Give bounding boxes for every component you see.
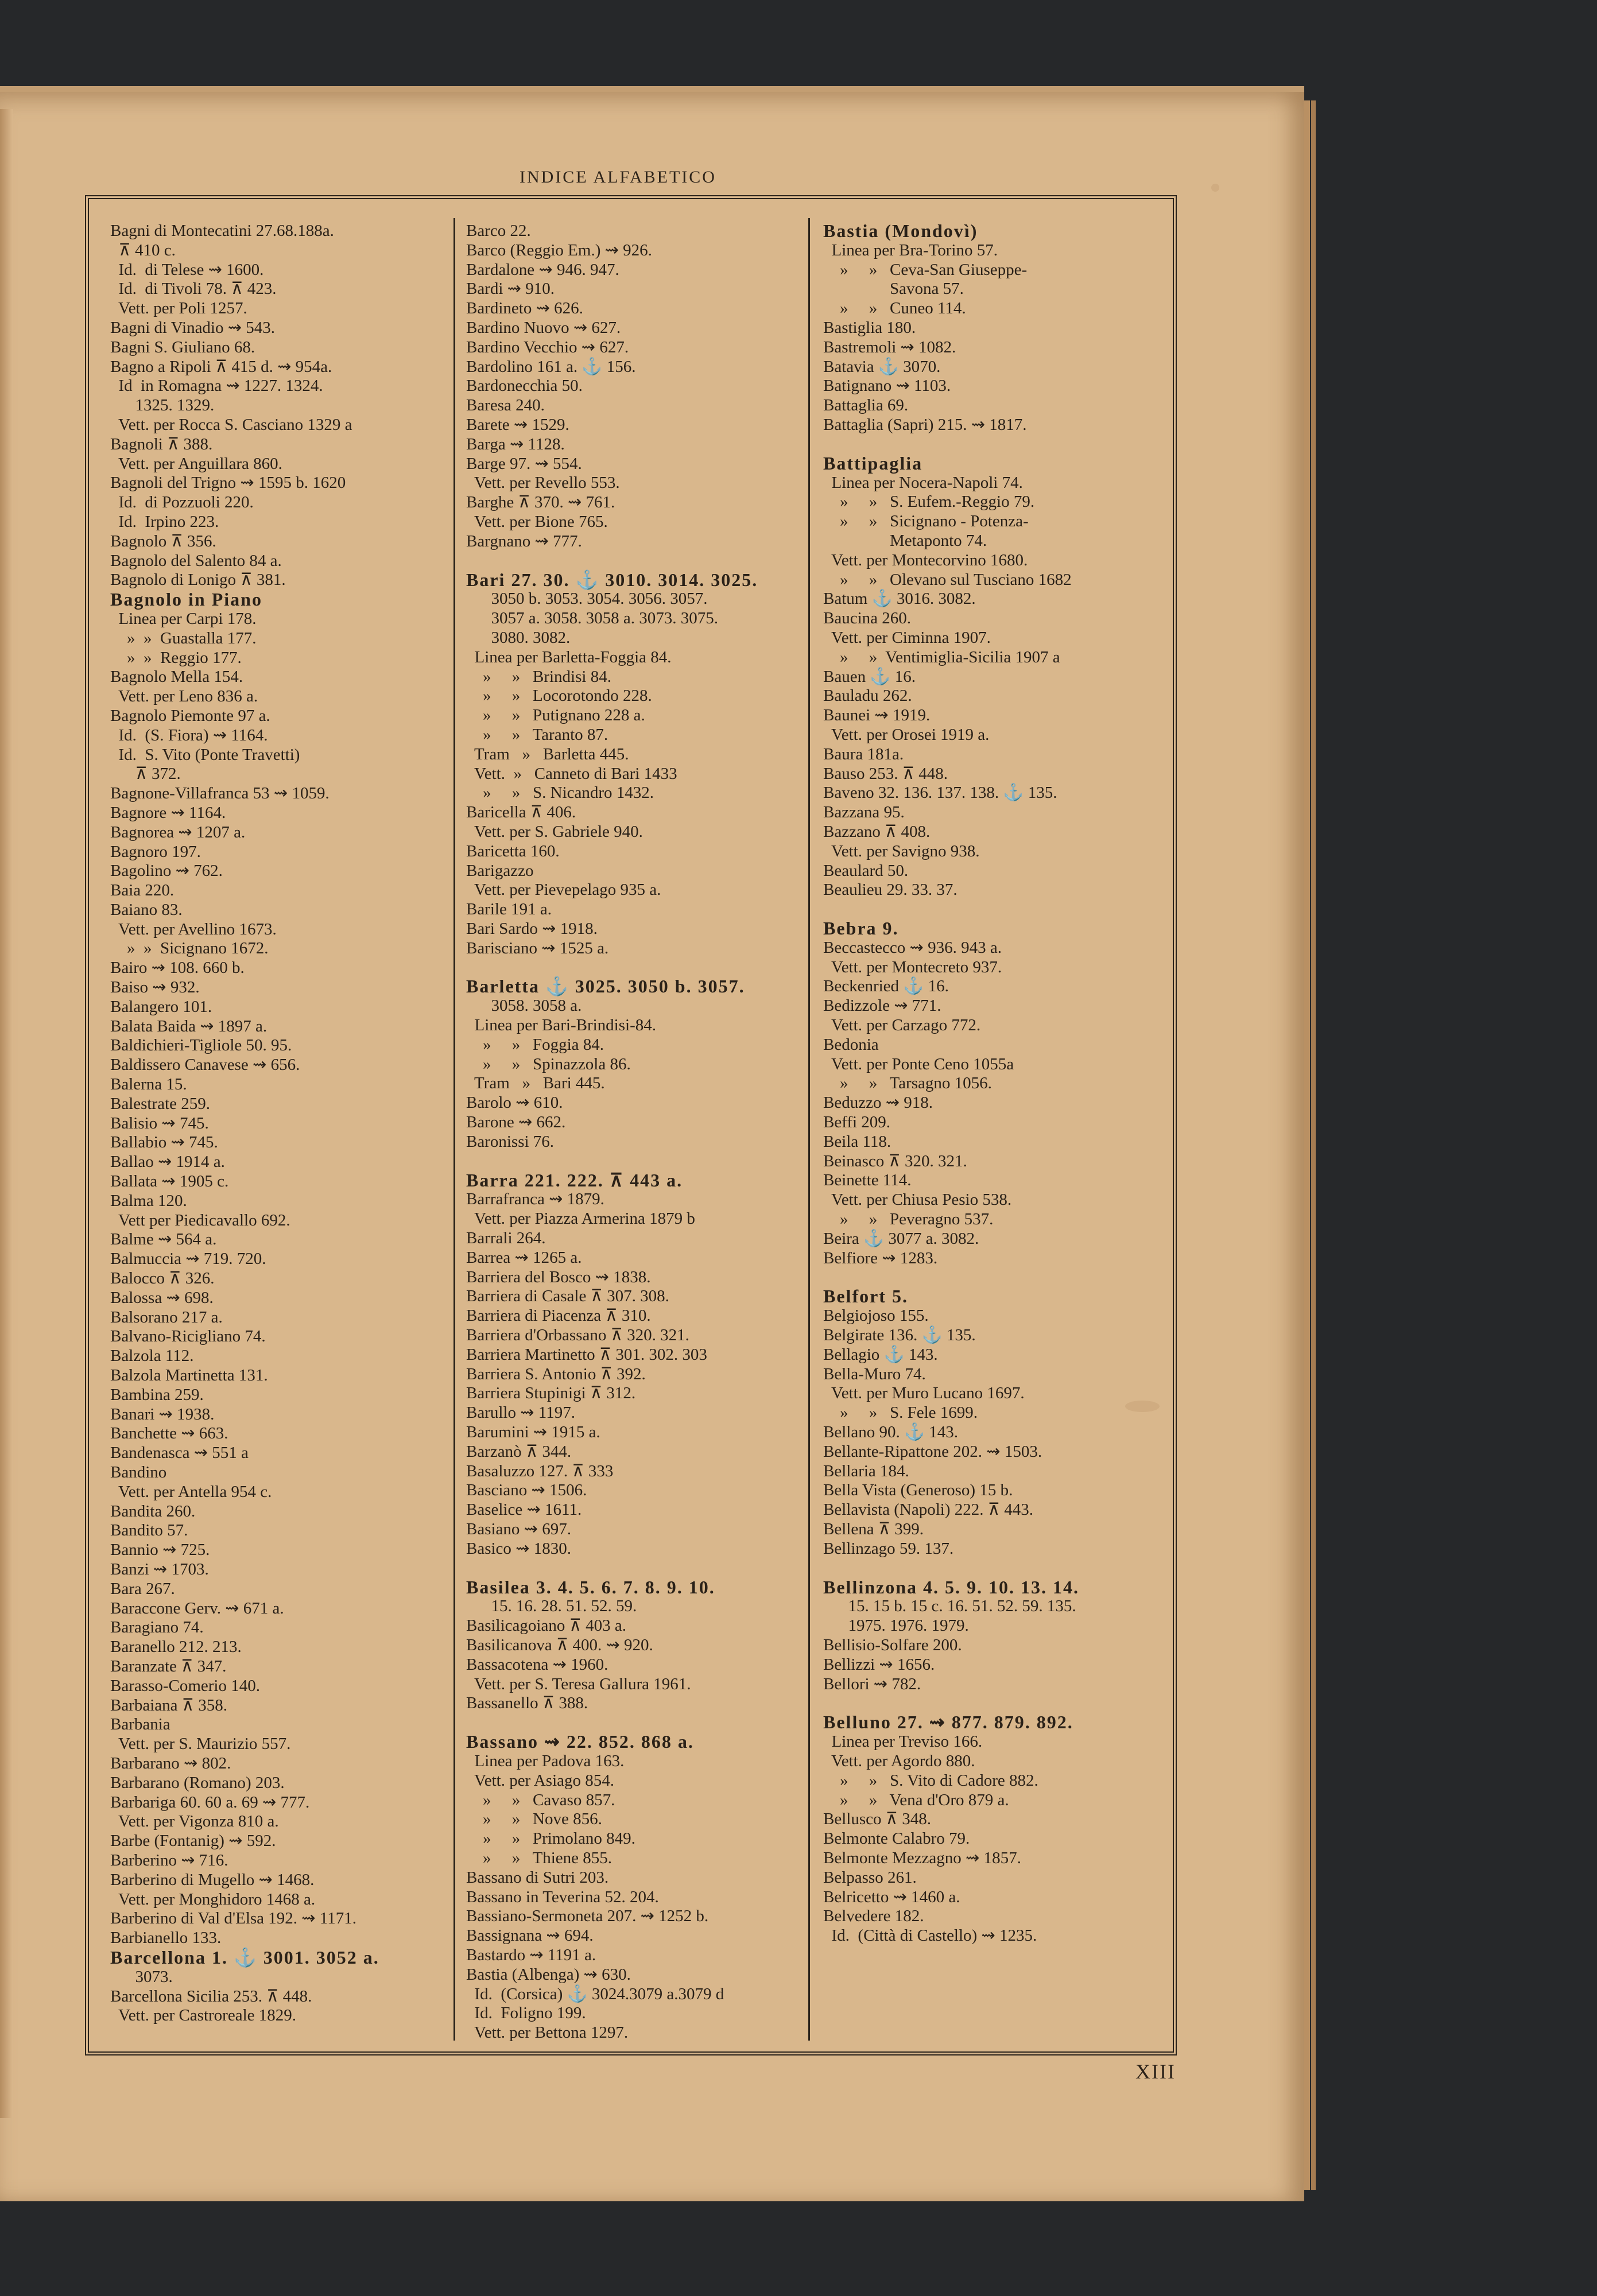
index-entry: Baiso ⇝ 932. bbox=[110, 978, 200, 997]
index-heading-entry: Basilea 3. 4. 5. 6. 7. 8. 9. 10. bbox=[466, 1576, 715, 1597]
index-entry: Baresa 240. bbox=[466, 396, 545, 415]
index-entry: Baucina 260. bbox=[823, 609, 912, 628]
index-heading-entry: Battipaglia bbox=[823, 452, 923, 474]
index-entry: Bairo ⇝ 108. 660 b. bbox=[110, 959, 245, 978]
index-entry: Bardi ⇝ 910. bbox=[466, 280, 555, 298]
index-entry: » » Locorotondo 228. bbox=[466, 687, 652, 705]
index-entry: 15. 15 b. 15 c. 16. 51. 52. 59. 135. bbox=[823, 1597, 1076, 1616]
index-entry: Barbania bbox=[110, 1715, 170, 1734]
page-edge-inner bbox=[1311, 100, 1316, 2190]
index-entry: Bardolino 161 a. ⚓ 156. bbox=[466, 357, 636, 376]
index-entry: Vett. per Piazza Armerina 1879 b bbox=[466, 1209, 695, 1228]
index-heading-entry: Bassano ⇝ 22. 852. 868 a. bbox=[466, 1731, 694, 1752]
index-entry: Balmuccia ⇝ 719. 720. bbox=[110, 1250, 266, 1269]
index-entry: Banzi ⇝ 1703. bbox=[110, 1560, 209, 1578]
index-entry: Tram » Bari 445. bbox=[466, 1074, 605, 1093]
index-entry: Bagnone-Villafranca 53 ⇝ 1059. bbox=[110, 784, 330, 803]
index-entry: Bellagio ⚓ 143. bbox=[823, 1345, 938, 1364]
index-entry: Linea per Bari-Brindisi-84. bbox=[466, 1016, 656, 1035]
index-entry: Bandino bbox=[110, 1463, 167, 1481]
index-entry: Belvedere 182. bbox=[823, 1907, 924, 1926]
index-entry: Vett. per S. Gabriele 940. bbox=[466, 822, 643, 841]
index-entry: Bambina 259. bbox=[110, 1385, 204, 1404]
index-entry: Vett per Piedicavallo 692. bbox=[110, 1211, 290, 1230]
index-entry: Barbarano ⇝ 802. bbox=[110, 1754, 231, 1773]
entry-spacer bbox=[823, 1694, 1079, 1713]
index-entry: Belmonte Calabro 79. bbox=[823, 1829, 970, 1848]
index-entry: Vett. per Ciminna 1907. bbox=[823, 628, 991, 647]
index-entry: Vett. per Antella 954 c. bbox=[110, 1482, 272, 1501]
index-entry: Bari Sardo ⇝ 1918. bbox=[466, 919, 598, 938]
index-entry: Basiano ⇝ 697. bbox=[466, 1520, 571, 1538]
index-entry: Barisciano ⇝ 1525 a. bbox=[466, 938, 609, 957]
index-entry: Bastia (Albenga) ⇝ 630. bbox=[466, 1965, 631, 1984]
index-entry: Id in Romagna ⇝ 1227. 1324. bbox=[110, 377, 323, 395]
index-entry: Batavia ⚓ 3070. bbox=[823, 357, 941, 376]
index-entry: Barberino di Val d'Elsa 192. ⇝ 1171. bbox=[110, 1909, 357, 1928]
index-entry: Barumini ⇝ 1915 a. bbox=[466, 1423, 600, 1442]
index-entry: Bedonia bbox=[823, 1035, 879, 1054]
index-entry: Ballata ⇝ 1905 c. bbox=[110, 1172, 229, 1191]
index-entry: Vett. per Bione 765. bbox=[466, 512, 608, 531]
index-entry: Banari ⇝ 1938. bbox=[110, 1405, 215, 1424]
index-entry: Belfiore ⇝ 1283. bbox=[823, 1248, 938, 1267]
index-entry: Ballabio ⇝ 745. bbox=[110, 1133, 218, 1152]
index-entry: » » Thiene 855. bbox=[466, 1848, 612, 1867]
index-entry: Bedizzole ⇝ 771. bbox=[823, 996, 941, 1015]
index-entry: Bagnolo di Lonigo ⊼ 381. bbox=[110, 571, 286, 589]
index-entry: Bagni di Vinadio ⇝ 543. bbox=[110, 318, 276, 337]
paper-spot bbox=[1211, 184, 1219, 192]
index-entry: Baranello 212. 213. bbox=[110, 1638, 242, 1657]
index-entry: Barigazzo bbox=[466, 861, 534, 880]
index-entry: Barberino di Mugello ⇝ 1468. bbox=[110, 1870, 315, 1889]
entry-spacer bbox=[823, 435, 1079, 454]
index-entry: Belgiojoso 155. bbox=[823, 1306, 929, 1325]
index-entry: » » S. Vito di Cadore 882. bbox=[823, 1771, 1038, 1790]
index-entry: Baselice ⇝ 1611. bbox=[466, 1500, 582, 1519]
index-entry: Basaluzzo 127. ⊼ 333 bbox=[466, 1461, 614, 1480]
index-entry: Baura 181a. bbox=[823, 744, 904, 763]
index-entry: Linea per Nocera-Napoli 74. bbox=[823, 473, 1023, 492]
index-entry: » » Taranto 87. bbox=[466, 725, 608, 744]
index-entry: Id. di Telese ⇝ 1600. bbox=[110, 260, 264, 279]
index-entry: » » Brindisi 84. bbox=[466, 667, 611, 686]
index-entry: » » Sicignano 1672. bbox=[110, 939, 269, 958]
index-entry: Barrafranca ⇝ 1879. bbox=[466, 1190, 604, 1209]
index-entry: Bazzana 95. bbox=[823, 803, 905, 822]
index-entry: Bellizzi ⇝ 1656. bbox=[823, 1655, 935, 1674]
index-entry: ⊼ 372. bbox=[110, 765, 181, 784]
index-entry: » » Primolano 849. bbox=[466, 1829, 635, 1848]
index-entry: Barriera S. Antonio ⊼ 392. bbox=[466, 1364, 646, 1383]
index-entry: Barge 97. ⇝ 554. bbox=[466, 454, 582, 473]
index-entry: Balzola 112. bbox=[110, 1347, 194, 1366]
index-entry: » » Peveragno 537. bbox=[823, 1210, 994, 1229]
index-entry: Vett. per Montecorvino 1680. bbox=[823, 550, 1028, 569]
index-entry: Balossa ⇝ 698. bbox=[110, 1288, 214, 1307]
index-entry: » » Sicignano - Potenza- bbox=[823, 512, 1029, 531]
index-entry: Bellaria 184. bbox=[823, 1461, 909, 1480]
index-entry: Barriera di Casale ⊼ 307. 308. bbox=[466, 1287, 669, 1306]
index-entry: Bazzano ⊼ 408. bbox=[823, 822, 931, 841]
index-entry: Baraccone Gerv. ⇝ 671 a. bbox=[110, 1599, 284, 1618]
index-entry: Balangero 101. bbox=[110, 997, 212, 1016]
index-heading-entry: Bastia (Mondovì) bbox=[823, 220, 978, 241]
index-entry: Belricetto ⇝ 1460 a. bbox=[823, 1887, 960, 1906]
index-entry: » » S. Fele 1699. bbox=[823, 1403, 978, 1422]
index-heading-entry: Barra 221. 222. ⊼ 443 a. bbox=[466, 1169, 683, 1190]
index-entry: Linea per Carpi 178. bbox=[110, 609, 257, 628]
index-entry: Baldichieri-Tigliole 50. 95. bbox=[110, 1036, 292, 1055]
index-entry: Basico ⇝ 1830. bbox=[466, 1539, 571, 1558]
index-entry: Bagni S. Giuliano 68. bbox=[110, 338, 255, 356]
index-entry: 3057 a. 3058. 3058 a. 3073. 3075. bbox=[466, 609, 718, 628]
index-entry: Vett. per Revello 553. bbox=[466, 474, 620, 492]
index-entry: Bagolino ⇝ 762. bbox=[110, 862, 223, 881]
gutter-shadow bbox=[0, 109, 13, 2118]
index-heading-entry: Bellinzona 4. 5. 9. 10. 13. 14. bbox=[823, 1576, 1080, 1597]
index-entry: Vett. per Monghidoro 1468 a. bbox=[110, 1890, 316, 1909]
index-entry: Balma 120. bbox=[110, 1191, 187, 1210]
index-entry: » » Reggio 177. bbox=[110, 648, 242, 667]
index-entry: Barco (Reggio Em.) ⇝ 926. bbox=[466, 241, 652, 259]
index-entry: Beaulieu 29. 33. 37. bbox=[823, 881, 958, 899]
index-entry: Bastardo ⇝ 1191 a. bbox=[466, 1945, 596, 1964]
index-entry: Bassacotena ⇝ 1960. bbox=[466, 1655, 608, 1674]
index-entry: Barco 22. bbox=[466, 222, 531, 240]
index-entry: Vett. per Montecreto 937. bbox=[823, 957, 1002, 976]
index-entry: Id. Foligno 199. bbox=[466, 2004, 586, 2023]
index-entry: » » Ceva-San Giuseppe- bbox=[823, 260, 1028, 279]
index-entry: » » Ventimiglia-Sicilia 1907 a bbox=[823, 647, 1060, 666]
index-entry: Id. (Corsica) ⚓ 3024.3079 a.3079 d bbox=[466, 1984, 724, 2003]
index-entry: 15. 16. 28. 51. 52. 59. bbox=[466, 1597, 637, 1616]
index-entry: Vett. per Ponte Ceno 1055a bbox=[823, 1054, 1014, 1073]
index-entry: Belmonte Mezzagno ⇝ 1857. bbox=[823, 1848, 1021, 1867]
index-entry: 3050 b. 3053. 3054. 3056. 3057. bbox=[466, 589, 708, 608]
index-entry: Bargnano ⇝ 777. bbox=[466, 532, 582, 550]
index-entry: Vett. per Rocca S. Casciano 1329 a bbox=[110, 415, 352, 434]
index-entry: Banchette ⇝ 663. bbox=[110, 1424, 228, 1443]
index-entry: Balzola Martinetta 131. bbox=[110, 1366, 268, 1385]
index-entry: Bagnoli ⊼ 388. bbox=[110, 435, 213, 453]
index-entry: Savona 57. bbox=[823, 280, 964, 298]
index-entry: Barasso-Comerio 140. bbox=[110, 1676, 260, 1695]
index-heading-entry: Belluno 27. ⇝ 877. 879. 892. bbox=[823, 1712, 1073, 1733]
index-entry: » » Putignano 228 a. bbox=[466, 706, 645, 725]
index-entry: Balvano-Ricigliano 74. bbox=[110, 1327, 266, 1346]
index-entry: Baronissi 76. bbox=[466, 1132, 555, 1151]
index-entry: Bella Vista (Generoso) 15 b. bbox=[823, 1481, 1013, 1500]
index-entry: Barile 191 a. bbox=[466, 900, 552, 919]
index-entry: Vett. per Vigonza 810 a. bbox=[110, 1812, 279, 1831]
index-entry: » » Olevano sul Tusciano 1682 bbox=[823, 570, 1072, 589]
index-entry: Bassanello ⊼ 388. bbox=[466, 1694, 588, 1713]
index-entry: Linea per Padova 163. bbox=[466, 1751, 625, 1770]
index-entry: Vett. per Poli 1257. bbox=[110, 299, 247, 318]
index-entry: Vett. per S. Teresa Gallura 1961. bbox=[466, 1674, 691, 1693]
index-entry: Barriera d'Orbassano ⊼ 320. 321. bbox=[466, 1326, 689, 1345]
index-entry: Vett. per Chiusa Pesio 538. bbox=[823, 1190, 1012, 1209]
index-entry: Bellante-Ripattone 202. ⇝ 1503. bbox=[823, 1442, 1042, 1461]
index-entry: Beaulard 50. bbox=[823, 861, 909, 880]
index-entry: » » S. Eufem.-Reggio 79. bbox=[823, 492, 1035, 511]
index-entry: Vett. per Savigno 938. bbox=[823, 841, 980, 860]
index-entry: Vett. per Avellino 1673. bbox=[110, 920, 277, 938]
index-entry: Bella-Muro 74. bbox=[823, 1364, 926, 1383]
page-number: XIII bbox=[1135, 2060, 1176, 2083]
index-entry: Id. S. Vito (Ponte Travetti) bbox=[110, 745, 300, 764]
index-column-1 bbox=[110, 222, 379, 2026]
index-entry: Bagnolo ⊼ 356. bbox=[110, 532, 216, 550]
index-entry: Bagnore ⇝ 1164. bbox=[110, 803, 226, 822]
index-entry: Barriera Martinetto ⊼ 301. 302. 303 bbox=[466, 1345, 707, 1364]
index-entry: » » Tarsagno 1056. bbox=[823, 1074, 992, 1093]
index-entry: Bassignana ⇝ 694. bbox=[466, 1926, 594, 1945]
entry-spacer bbox=[466, 1152, 758, 1171]
index-entry: Barbarano (Romano) 203. bbox=[110, 1773, 285, 1792]
index-entry: Bardino Nuovo ⇝ 627. bbox=[466, 318, 621, 337]
index-entry: Vett. per S. Maurizio 557. bbox=[110, 1735, 291, 1754]
index-entry: Balestrate 259. bbox=[110, 1094, 210, 1113]
index-entry: Balata Baida ⇝ 1897 a. bbox=[110, 1017, 268, 1035]
index-entry: Vett. per Leno 836 a. bbox=[110, 687, 258, 706]
index-entry: Bellusco ⊼ 348. bbox=[823, 1810, 931, 1829]
index-entry: Balerna 15. bbox=[110, 1075, 187, 1094]
index-entry: Baricella ⊼ 406. bbox=[466, 803, 576, 822]
index-entry: Baia 220. bbox=[110, 881, 175, 900]
entry-spacer bbox=[466, 1559, 758, 1578]
index-entry: Barriera Stupinigi ⊼ 312. bbox=[466, 1384, 636, 1403]
index-entry: Beira ⚓ 3077 a. 3082. bbox=[823, 1229, 979, 1248]
index-heading-entry: Bebra 9. bbox=[823, 918, 899, 939]
index-entry: Ballao ⇝ 1914 a. bbox=[110, 1153, 225, 1172]
index-entry: Belgirate 136. ⚓ 135. bbox=[823, 1326, 976, 1345]
index-entry: Barbaiana ⊼ 358. bbox=[110, 1696, 228, 1715]
index-entry: Beffi 209. bbox=[823, 1113, 891, 1132]
index-entry: Bardalone ⇝ 946. 947. bbox=[466, 260, 619, 279]
index-entry: Bellavista (Napoli) 222. ⊼ 443. bbox=[823, 1500, 1033, 1519]
index-entry: Id. (Città di Castello) ⇝ 1235. bbox=[823, 1926, 1037, 1945]
index-entry: » » Nove 856. bbox=[466, 1810, 602, 1829]
index-entry: Linea per Treviso 166. bbox=[823, 1732, 983, 1751]
index-entry: Bagnoro 197. bbox=[110, 842, 201, 861]
page-edge bbox=[1304, 100, 1310, 2190]
index-entry: Battaglia (Sapri) 215. ⇝ 1817. bbox=[823, 415, 1027, 434]
index-entry: Vett. per Agordo 880. bbox=[823, 1751, 975, 1770]
index-entry: 1325. 1329. bbox=[110, 396, 215, 415]
index-entry: Vett. per Bettona 1297. bbox=[466, 2023, 629, 2042]
index-entry: 1975. 1976. 1979. bbox=[823, 1616, 969, 1635]
index-entry: Id. Irpino 223. bbox=[110, 512, 219, 531]
index-entry: Bagnolo Mella 154. bbox=[110, 668, 243, 687]
index-entry: Battaglia 69. bbox=[823, 396, 909, 415]
index-entry: Bandenasca ⇝ 551 a bbox=[110, 1444, 249, 1463]
index-entry: Vett. per Pievepelago 935 a. bbox=[466, 881, 661, 899]
index-entry: Barzanò ⊼ 344. bbox=[466, 1442, 572, 1461]
index-entry: Balocco ⊼ 326. bbox=[110, 1269, 215, 1288]
index-entry: Bardineto ⇝ 626. bbox=[466, 299, 583, 318]
index-entry: Barete ⇝ 1529. bbox=[466, 415, 569, 434]
index-entry: Barrea ⇝ 1265 a. bbox=[466, 1248, 582, 1267]
index-heading-entry: Barletta ⚓ 3025. 3050 b. 3057. bbox=[466, 976, 745, 997]
index-entry: Baricetta 160. bbox=[466, 841, 560, 860]
index-column-3 bbox=[823, 222, 1079, 1946]
index-entry: Vett. per Muro Lucano 1697. bbox=[823, 1384, 1025, 1403]
index-entry: Barga ⇝ 1128. bbox=[466, 435, 565, 453]
index-entry: 3080. 3082. bbox=[466, 628, 571, 647]
index-entry: Barolo ⇝ 610. bbox=[466, 1093, 563, 1112]
index-entry: Baldissero Canavese ⇝ 656. bbox=[110, 1056, 300, 1075]
index-entry: Bannio ⇝ 725. bbox=[110, 1541, 210, 1560]
index-entry: Bellisio-Solfare 200. bbox=[823, 1635, 962, 1654]
column-rule bbox=[808, 218, 810, 2041]
index-entry: Barberino ⇝ 716. bbox=[110, 1851, 228, 1870]
index-entry: Basilicagoiano ⊼ 403 a. bbox=[466, 1616, 626, 1635]
index-entry: Barbariga 60. 60 a. 69 ⇝ 777. bbox=[110, 1793, 310, 1812]
index-entry: ⊼ 410 c. bbox=[110, 241, 176, 259]
index-entry: Bassiano-Sermoneta 207. ⇝ 1252 b. bbox=[466, 1907, 709, 1926]
index-entry: Baveno 32. 136. 137. 138. ⚓ 135. bbox=[823, 784, 1057, 802]
index-entry: Bagno a Ripoli ⊼ 415 d. ⇝ 954a. bbox=[110, 357, 332, 376]
index-entry: 3058. 3058 a. bbox=[466, 996, 582, 1015]
index-entry: Id. (S. Fiora) ⇝ 1164. bbox=[110, 726, 268, 744]
index-entry: Bagnoli del Trigno ⇝ 1595 b. 1620 bbox=[110, 474, 346, 492]
index-entry: Bara 267. bbox=[110, 1579, 175, 1598]
index-entry: » » Cuneo 114. bbox=[823, 299, 966, 318]
index-entry: Bandito 57. bbox=[110, 1521, 188, 1540]
index-entry: Baranzate ⊼ 347. bbox=[110, 1657, 227, 1676]
index-entry: Linea per Bra-Torino 57. bbox=[823, 241, 998, 259]
index-entry: Beduzzo ⇝ 918. bbox=[823, 1093, 933, 1112]
index-entry: Balme ⇝ 564 a. bbox=[110, 1230, 217, 1249]
index-entry: Beila 118. bbox=[823, 1132, 891, 1151]
index-entry: Bagnolo Piemonte 97 a. bbox=[110, 706, 270, 725]
index-entry: Linea per Barletta-Foggia 84. bbox=[466, 647, 672, 666]
index-entry: Barbe (Fontanig) ⇝ 592. bbox=[110, 1832, 276, 1851]
index-entry: Baragiano 74. bbox=[110, 1618, 204, 1637]
index-entry: Vett. per Carzago 772. bbox=[823, 1016, 981, 1035]
index-column-2 bbox=[466, 222, 758, 2043]
entry-spacer bbox=[466, 1713, 758, 1732]
index-entry: Bandita 260. bbox=[110, 1502, 196, 1521]
index-entry: Bagni di Montecatini 27.68.188a. bbox=[110, 222, 334, 240]
index-entry: Basciano ⇝ 1506. bbox=[466, 1481, 587, 1500]
index-heading-entry: Bagnolo in Piano bbox=[110, 589, 262, 610]
index-entry: Beinette 114. bbox=[823, 1171, 912, 1190]
entry-spacer bbox=[823, 1559, 1079, 1578]
index-entry: Baiano 83. bbox=[110, 900, 183, 919]
running-head: INDICE ALFABETICO bbox=[520, 168, 716, 187]
index-entry: » » Spinazzola 86. bbox=[466, 1054, 631, 1073]
index-entry: Bauen ⚓ 16. bbox=[823, 667, 916, 686]
index-entry: Barrali 264. bbox=[466, 1229, 546, 1248]
index-entry: Id. di Pozzuoli 220. bbox=[110, 493, 254, 512]
index-entry: Bellena ⊼ 399. bbox=[823, 1520, 924, 1538]
index-entry: Bauladu 262. bbox=[823, 687, 912, 705]
index-entry: Vett. per Asiago 854. bbox=[466, 1771, 615, 1790]
index-entry: Tram » Barletta 445. bbox=[466, 744, 629, 763]
index-entry: Barbianello 133. bbox=[110, 1929, 222, 1948]
index-entry: Vett. per Castroreale 1829. bbox=[110, 2006, 297, 2025]
index-entry: Id. di Tivoli 78. ⊼ 423. bbox=[110, 280, 277, 298]
index-heading-entry: Bari 27. 30. ⚓ 3010. 3014. 3025. bbox=[466, 569, 758, 590]
entry-spacer bbox=[466, 958, 758, 977]
index-entry: Beinasco ⊼ 320. 321. bbox=[823, 1151, 967, 1170]
index-entry: Bagnolo del Salento 84 a. bbox=[110, 551, 282, 570]
index-heading-entry: Barcellona 1. ⚓ 3001. 3052 a. bbox=[110, 1946, 379, 1968]
index-entry: Bastiglia 180. bbox=[823, 318, 916, 337]
index-heading-entry: Belfort 5. bbox=[823, 1286, 908, 1307]
index-entry: Barriera di Piacenza ⊼ 310. bbox=[466, 1306, 651, 1325]
index-entry: Bastremoli ⇝ 1082. bbox=[823, 338, 956, 356]
index-entry: Beckenried ⚓ 16. bbox=[823, 977, 949, 996]
index-entry: Batignano ⇝ 1103. bbox=[823, 377, 951, 395]
index-entry: Bellinzago 59. 137. bbox=[823, 1539, 954, 1558]
index-entry: Vett. per Anguillara 860. bbox=[110, 454, 282, 473]
index-entry: Metaponto 74. bbox=[823, 531, 987, 550]
index-entry: » » Guastalla 177. bbox=[110, 629, 257, 647]
index-entry: Bardonecchia 50. bbox=[466, 377, 583, 395]
index-entry: » » Cavaso 857. bbox=[466, 1790, 615, 1809]
index-entry: Barullo ⇝ 1197. bbox=[466, 1403, 575, 1422]
index-entry: Belpasso 261. bbox=[823, 1868, 917, 1887]
index-entry: Barriera del Bosco ⇝ 1838. bbox=[466, 1267, 651, 1286]
index-entry: Bagnorea ⇝ 1207 a. bbox=[110, 823, 246, 841]
index-entry: Batum ⚓ 3016. 3082. bbox=[823, 589, 976, 608]
index-entry: Barone ⇝ 662. bbox=[466, 1113, 566, 1132]
index-entry: 3073. bbox=[110, 1967, 173, 1986]
index-entry: » » Vena d'Oro 879 a. bbox=[823, 1790, 1009, 1809]
index-entry: Balsorano 217 a. bbox=[110, 1308, 223, 1327]
index-entry: Bassano in Teverina 52. 204. bbox=[466, 1887, 659, 1906]
entry-spacer bbox=[823, 900, 1079, 919]
index-entry: » » Foggia 84. bbox=[466, 1035, 604, 1054]
index-entry: » » S. Nicandro 1432. bbox=[466, 784, 654, 802]
index-entry: Basilicanova ⊼ 400. ⇝ 920. bbox=[466, 1635, 653, 1654]
index-entry: Vett. » Canneto di Bari 1433 bbox=[466, 764, 677, 783]
column-rule bbox=[453, 218, 455, 2041]
index-entry: Bellano 90. ⚓ 143. bbox=[823, 1423, 959, 1442]
index-entry: Balisio ⇝ 745. bbox=[110, 1114, 209, 1133]
index-entry: Baunei ⇝ 1919. bbox=[823, 706, 931, 725]
entry-spacer bbox=[466, 552, 758, 571]
index-entry: Bauso 253. ⊼ 448. bbox=[823, 764, 948, 783]
index-entry: Vett. per Orosei 1919 a. bbox=[823, 725, 990, 744]
index-entry: Barghe ⊼ 370. ⇝ 761. bbox=[466, 493, 615, 512]
index-entry: Barcellona Sicilia 253. ⊼ 448. bbox=[110, 1987, 312, 2006]
index-entry: Bellori ⇝ 782. bbox=[823, 1674, 921, 1693]
index-entry: Bassano di Sutri 203. bbox=[466, 1868, 609, 1887]
index-entry: Bardino Vecchio ⇝ 627. bbox=[466, 338, 629, 356]
index-entry: Beccastecco ⇝ 936. 943 a. bbox=[823, 938, 1002, 957]
entry-spacer bbox=[823, 1268, 1079, 1287]
